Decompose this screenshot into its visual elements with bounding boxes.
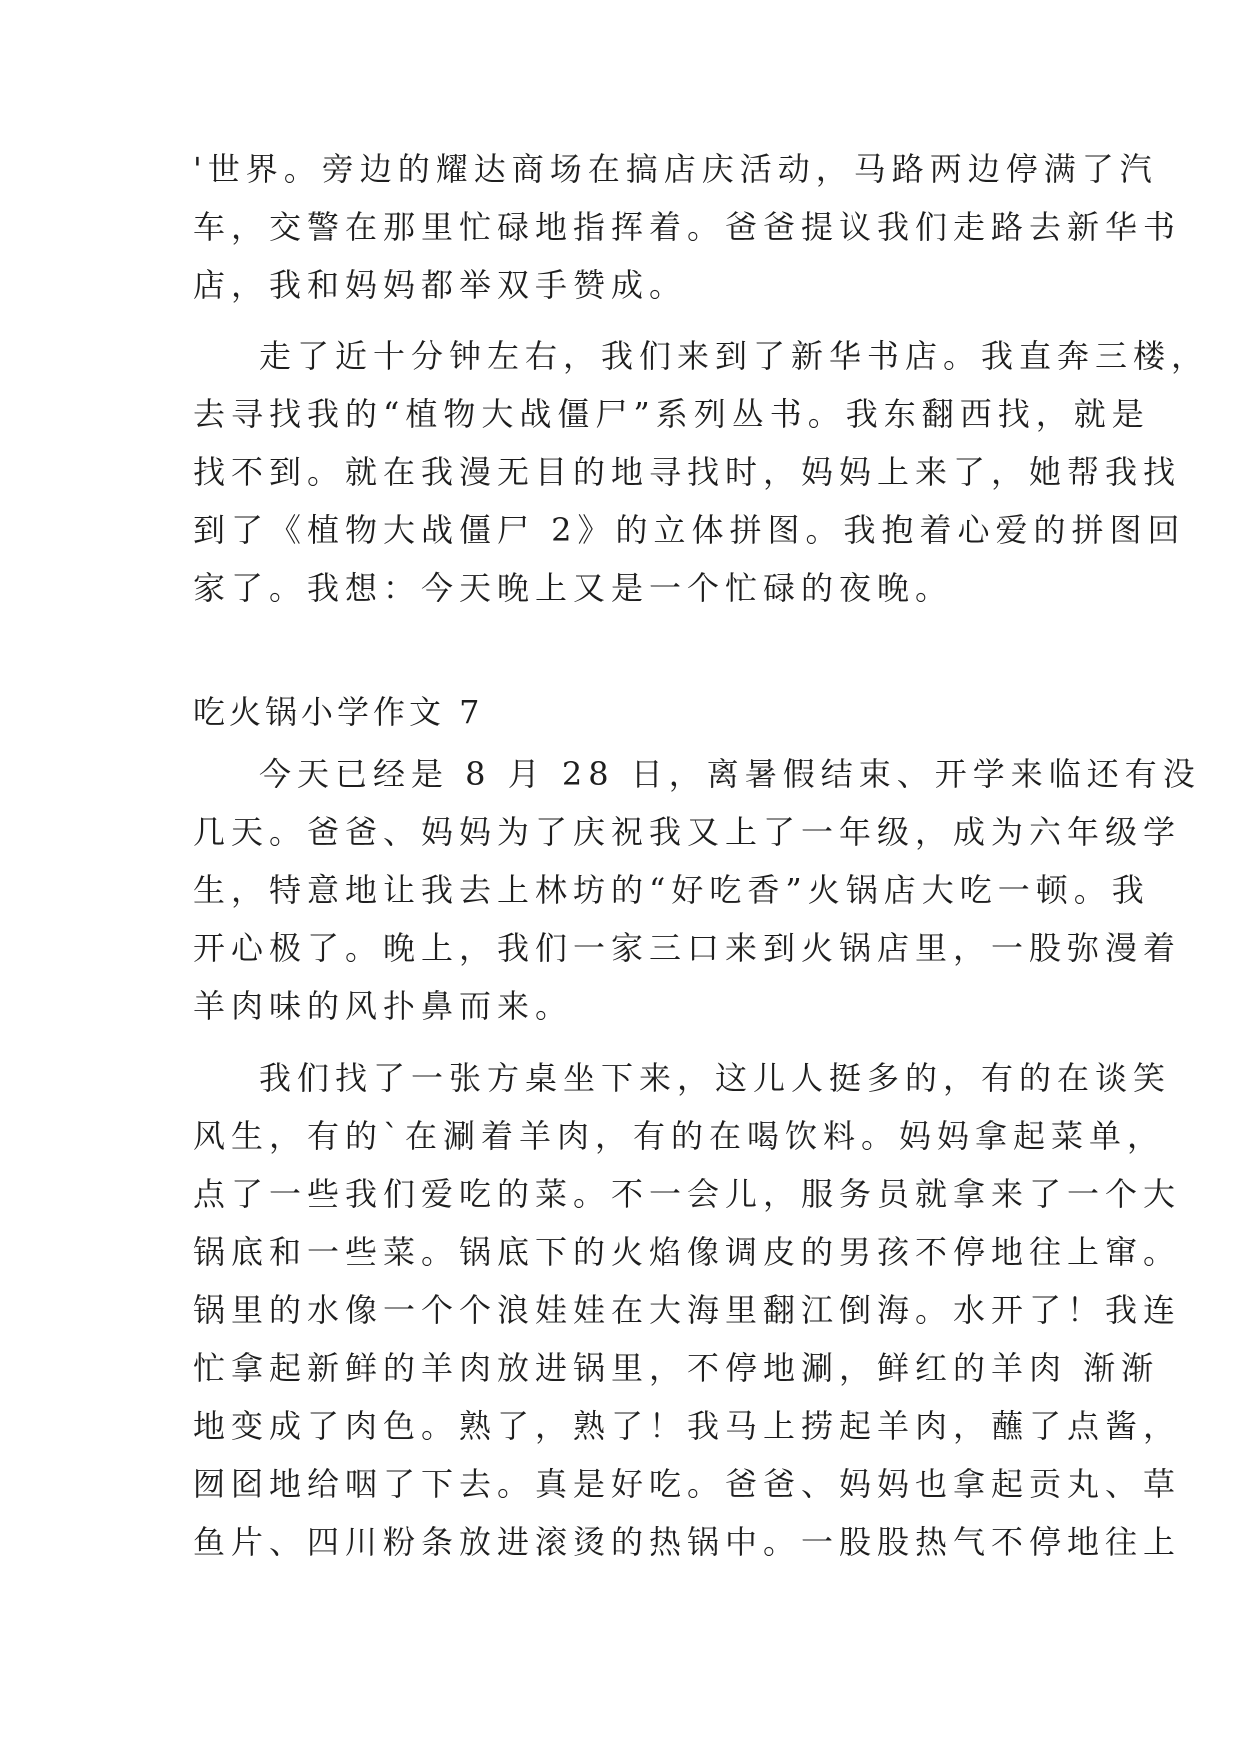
text-line: 今天已经是 8 月 28 日，离暑假结束、开学来临还有没 xyxy=(259,755,1201,793)
text-line: 我们找了一张方桌坐下来，这儿人挺多的，有的在谈笑 xyxy=(259,1059,1172,1097)
text-line: 去寻找我的“植物大战僵尸”系列丛书。我东翻西找，就是 xyxy=(193,395,1150,433)
text-line: 家了。我想：今天晚上又是一个忙碌的夜晚。 xyxy=(193,569,954,607)
text-line: '世界。旁边的耀达商场在搞店庆活动，马路两边停满了汽 xyxy=(193,150,1158,188)
text-line: 锅里的水像一个个浪娃娃在大海里翻江倒海。水开了！我连 xyxy=(193,1291,1182,1329)
text-line: 走了近十分钟左右，我们来到了新华书店。我直奔三楼， xyxy=(259,337,1210,375)
section-title: 吃火锅小学作文 7 xyxy=(193,693,484,731)
text-line: 车，交警在那里忙碌地指挥着。爸爸提议我们走路去新华书 xyxy=(193,208,1182,246)
text-line: 鱼片、四川粉条放进滚烫的热锅中。一股股热气不停地往上 xyxy=(193,1523,1182,1561)
text-line: 点了一些我们爱吃的菜。不一会儿，服务员就拿来了一个大 xyxy=(193,1175,1182,1213)
text-line: 地变成了肉色。熟了，熟了！我马上捞起羊肉，蘸了点酱， xyxy=(193,1407,1182,1445)
text-line: 忙拿起新鲜的羊肉放进锅里，不停地涮，鲜红的羊肉 渐渐 xyxy=(193,1349,1160,1387)
text-line: 几天。爸爸、妈妈为了庆祝我又上了一年级，成为六年级学 xyxy=(193,813,1182,851)
text-line: 羊肉味的风扑鼻而来。 xyxy=(193,987,574,1025)
text-line: 找不到。就在我漫无目的地寻找时，妈妈上来了，她帮我找 xyxy=(193,453,1182,491)
text-line: 到了《植物大战僵尸 2》的立体拼图。我抱着心爱的拼图回 xyxy=(193,511,1186,549)
text-line: 锅底和一些菜。锅底下的火焰像调皮的男孩不停地往上窜。 xyxy=(193,1233,1182,1271)
text-line: 店，我和妈妈都举双手赞成。 xyxy=(193,266,688,304)
text-line: 开心极了。晚上，我们一家三口来到火锅店里，一股弥漫着 xyxy=(193,929,1182,967)
text-line: 生，特意地让我去上林坊的“好吃香”火锅店大吃一顿。我 xyxy=(193,871,1150,909)
text-line: 风生，有的`在涮着羊肉，有的在喝饮料。妈妈拿起菜单， xyxy=(193,1117,1166,1155)
text-line: 囫囵地给咽了下去。真是好吃。爸爸、妈妈也拿起贡丸、草 xyxy=(193,1465,1182,1503)
